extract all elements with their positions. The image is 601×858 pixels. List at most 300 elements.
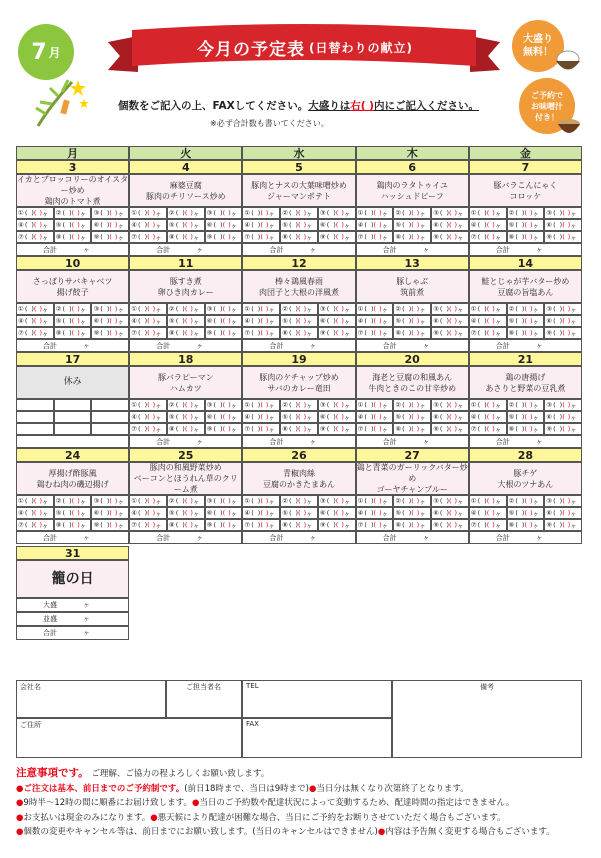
slot-open: ( xyxy=(402,497,405,505)
quantity-slot[interactable] xyxy=(356,411,394,423)
quantity-slot[interactable] xyxy=(91,315,129,327)
quantity-slot[interactable] xyxy=(356,303,394,315)
quantity-slot[interactable] xyxy=(242,399,280,411)
quantity-slot[interactable] xyxy=(54,207,92,219)
day-total[interactable] xyxy=(16,435,129,448)
quantity-slot[interactable] xyxy=(54,423,92,435)
day-total[interactable] xyxy=(129,435,242,448)
large-close: ) xyxy=(228,497,231,505)
slot-close: ) xyxy=(408,317,412,325)
quantity-slot[interactable] xyxy=(431,519,469,531)
day-total[interactable] xyxy=(242,531,355,544)
large-open: ( xyxy=(524,233,527,241)
quantity-slot[interactable] xyxy=(507,507,545,519)
quantity-slot[interactable] xyxy=(167,219,205,231)
slot-open: ( xyxy=(288,497,292,505)
quantity-slot[interactable] xyxy=(242,207,280,219)
quantity-slot[interactable] xyxy=(205,423,243,435)
quantity-slot[interactable] xyxy=(167,507,205,519)
day-total[interactable] xyxy=(242,243,355,256)
last-day-row[interactable] xyxy=(16,612,129,626)
quantity-slot[interactable] xyxy=(318,411,356,423)
quantity-slot[interactable] xyxy=(431,411,469,423)
quantity-slot[interactable] xyxy=(544,219,582,231)
quantity-slot[interactable] xyxy=(16,411,54,423)
quantity-slot[interactable] xyxy=(507,495,545,507)
quantity-slot[interactable] xyxy=(54,411,92,423)
slot-unit: ヶ xyxy=(79,209,87,218)
last-day-row[interactable] xyxy=(16,598,129,612)
quantity-slot[interactable] xyxy=(54,507,92,519)
slot-close: ) xyxy=(295,317,299,325)
slot-unit: ヶ xyxy=(532,233,540,242)
quantity-slot[interactable] xyxy=(167,315,205,327)
quantity-slot[interactable] xyxy=(167,327,205,339)
quantity-slot[interactable] xyxy=(242,507,280,519)
slot-open: ( xyxy=(100,521,103,529)
day-total[interactable] xyxy=(242,435,355,448)
quantity-slot[interactable] xyxy=(507,327,545,339)
menu-cell xyxy=(129,174,242,207)
quantity-slot[interactable] xyxy=(280,495,318,507)
quantity-slot[interactable] xyxy=(469,507,507,519)
slot-unit: ヶ xyxy=(155,413,162,422)
quantity-slot[interactable] xyxy=(129,303,167,315)
quantity-slot[interactable] xyxy=(205,207,243,219)
total-unit: ヶ xyxy=(422,533,430,542)
quantity-slot[interactable] xyxy=(54,327,92,339)
slot-number: ① xyxy=(470,209,477,217)
note-4a: 個数の変更やキャンセル等は、前日までにお願い致します。(当日のキャンセルはできません) xyxy=(23,827,378,837)
large-close: ) xyxy=(190,233,193,241)
day-total[interactable] xyxy=(16,531,129,544)
quantity-slot[interactable] xyxy=(167,495,205,507)
day-total[interactable] xyxy=(469,531,582,544)
quantity-slot[interactable] xyxy=(356,231,394,243)
quantity-slot[interactable] xyxy=(54,399,92,411)
quantity-slot[interactable] xyxy=(318,495,356,507)
quantity-slot[interactable] xyxy=(54,519,92,531)
day-total[interactable] xyxy=(242,339,355,352)
quantity-slot[interactable] xyxy=(242,219,280,231)
quantity-slot[interactable] xyxy=(129,507,167,519)
quantity-slot[interactable] xyxy=(205,399,243,411)
quantity-slot[interactable] xyxy=(167,207,205,219)
day-total[interactable] xyxy=(16,339,129,352)
slot-open: ( xyxy=(364,509,367,517)
quantity-slot[interactable] xyxy=(16,495,54,507)
last-day-row[interactable] xyxy=(16,626,129,640)
quantity-slot[interactable] xyxy=(393,303,431,315)
slot-close: ) xyxy=(257,305,261,313)
quantity-slot[interactable] xyxy=(205,303,243,315)
large-close: ) xyxy=(454,401,458,409)
quantity-slot[interactable] xyxy=(431,507,469,519)
slot-unit: ヶ xyxy=(268,329,275,338)
quantity-slot[interactable] xyxy=(507,315,545,327)
quantity-slot[interactable] xyxy=(469,231,507,243)
quantity-slot[interactable] xyxy=(129,315,167,327)
slot-unit: ヶ xyxy=(419,209,426,218)
quantity-slot[interactable] xyxy=(242,411,280,423)
slot-unit: ヶ xyxy=(381,317,389,326)
quantity-slot[interactable] xyxy=(544,423,582,435)
quantity-slot[interactable] xyxy=(54,303,92,315)
quantity-slot[interactable] xyxy=(431,327,469,339)
quantity-slot[interactable] xyxy=(205,327,243,339)
quantity-slot[interactable] xyxy=(507,519,545,531)
quantity-slot[interactable] xyxy=(507,207,545,219)
slot-number: ① xyxy=(18,497,24,505)
quantity-slot[interactable] xyxy=(129,411,167,423)
quantity-slot[interactable] xyxy=(469,327,507,339)
quantity-slot[interactable] xyxy=(167,399,205,411)
quantity-slot[interactable] xyxy=(129,519,167,531)
quantity-slot[interactable] xyxy=(356,399,394,411)
quantity-slot[interactable] xyxy=(393,315,431,327)
quantity-slot[interactable] xyxy=(544,231,582,243)
large-close: ) xyxy=(379,425,382,433)
large-close: ) xyxy=(454,413,458,421)
quantity-slot[interactable] xyxy=(469,315,507,327)
quantity-slot[interactable] xyxy=(280,207,318,219)
quantity-slot[interactable] xyxy=(91,207,129,219)
large-open: ( xyxy=(335,413,339,421)
slot-number: ③ xyxy=(206,401,213,409)
slot-number: ⑧ xyxy=(282,521,288,529)
quantity-slot[interactable] xyxy=(280,423,318,435)
menu-item: 豚肉のチリソース炒め xyxy=(145,191,226,201)
quantity-slot[interactable] xyxy=(280,231,318,243)
large-close: ) xyxy=(152,209,156,217)
quantity-slot[interactable] xyxy=(205,231,243,243)
slot-number: ⑦ xyxy=(357,521,364,529)
slot-open: ( xyxy=(24,497,28,505)
large-open: ( xyxy=(109,521,112,529)
note-3b: 悪天候により配達が困難な場合、当日にご予約をお断りさせていただく場合もございます。 xyxy=(157,812,506,823)
quantity-slot[interactable] xyxy=(205,507,243,519)
quantity-slot[interactable] xyxy=(318,315,356,327)
large-close: ) xyxy=(77,521,80,529)
slot-unit: ヶ xyxy=(79,233,87,242)
large-open: ( xyxy=(448,497,452,505)
quantity-slot[interactable] xyxy=(280,519,318,531)
quantity-slot[interactable] xyxy=(356,207,394,219)
quantity-slot[interactable] xyxy=(393,507,431,519)
quantity-slot[interactable] xyxy=(356,495,394,507)
quantity-slot[interactable] xyxy=(431,207,469,219)
quantity-slot[interactable] xyxy=(91,519,129,531)
large-open: ( xyxy=(524,521,527,529)
quantity-slot[interactable] xyxy=(205,411,243,423)
slot-number: ⑧ xyxy=(395,329,402,337)
quantity-slot[interactable] xyxy=(393,219,431,231)
remarks-field[interactable] xyxy=(392,680,582,758)
large-close: ) xyxy=(567,221,571,229)
quantity-slot[interactable] xyxy=(356,519,394,531)
slot-number: ④ xyxy=(357,317,364,325)
quantity-slot[interactable] xyxy=(507,423,545,435)
slot-number: ⑥ xyxy=(433,509,439,517)
day-total[interactable] xyxy=(469,339,582,352)
slot-number: ⑨ xyxy=(319,329,326,337)
quantity-slot[interactable] xyxy=(91,507,129,519)
quantity-slot[interactable] xyxy=(129,423,167,435)
quantity-slot[interactable] xyxy=(507,411,545,423)
slot-close: ) xyxy=(220,497,223,505)
quantity-slot[interactable] xyxy=(544,327,582,339)
quantity-slot[interactable] xyxy=(431,399,469,411)
tanabata-bamboo-icon xyxy=(32,76,90,128)
quantity-slot[interactable] xyxy=(91,231,129,243)
slot-unit: ヶ xyxy=(343,317,351,326)
quantity-slot[interactable] xyxy=(318,423,356,435)
quantity-slot[interactable] xyxy=(280,507,318,519)
quantity-slot[interactable] xyxy=(91,327,129,339)
quantity-slot[interactable] xyxy=(469,399,507,411)
quantity-slot[interactable] xyxy=(318,207,356,219)
quantity-slot[interactable] xyxy=(242,327,280,339)
quantity-slot[interactable] xyxy=(242,519,280,531)
quantity-slot[interactable] xyxy=(431,495,469,507)
day-total[interactable] xyxy=(356,435,469,448)
quantity-slot[interactable] xyxy=(469,303,507,315)
day-total[interactable] xyxy=(129,339,242,352)
large-open: ( xyxy=(109,209,112,217)
quantity-slot[interactable] xyxy=(469,495,507,507)
quantity-slot[interactable] xyxy=(544,315,582,327)
quantity-slot[interactable] xyxy=(318,219,356,231)
quantity-slot[interactable] xyxy=(16,231,54,243)
quantity-slot[interactable] xyxy=(280,303,318,315)
quantity-slot[interactable] xyxy=(16,303,54,315)
quantity-slot[interactable] xyxy=(544,519,582,531)
large-open: ( xyxy=(298,305,301,313)
slot-close: ) xyxy=(31,509,34,517)
quantity-slot[interactable] xyxy=(129,219,167,231)
quantity-slot[interactable] xyxy=(469,219,507,231)
quantity-slot[interactable] xyxy=(431,315,469,327)
quantity-slot[interactable] xyxy=(469,207,507,219)
menu-cell xyxy=(469,462,582,495)
fax-field[interactable] xyxy=(242,718,392,758)
large-close: ) xyxy=(228,209,231,217)
quantity-slot[interactable] xyxy=(16,219,54,231)
quantity-slot[interactable] xyxy=(91,219,129,231)
slot-close: ) xyxy=(106,497,110,505)
quantity-slot[interactable] xyxy=(16,507,54,519)
slot-number: ① xyxy=(244,305,251,313)
day-total[interactable] xyxy=(16,243,129,256)
day-total[interactable] xyxy=(356,339,469,352)
quantity-slot[interactable] xyxy=(242,495,280,507)
contact-field[interactable] xyxy=(166,680,242,718)
quantity-slot[interactable] xyxy=(469,411,507,423)
large-close: ) xyxy=(39,509,43,517)
slot-open: ( xyxy=(326,221,330,229)
slot-open: ( xyxy=(175,209,179,217)
slot-close: ) xyxy=(559,509,563,517)
quantity-slot[interactable] xyxy=(431,231,469,243)
slot-open: ( xyxy=(326,413,330,421)
quantity-slot[interactable] xyxy=(280,411,318,423)
quantity-slot[interactable] xyxy=(167,411,205,423)
quantity-slot[interactable] xyxy=(54,219,92,231)
quantity-slot[interactable] xyxy=(393,231,431,243)
tel-label: TEL xyxy=(246,682,259,690)
quantity-slot[interactable] xyxy=(393,411,431,423)
quantity-slot[interactable] xyxy=(91,423,129,435)
quantity-slot[interactable] xyxy=(129,231,167,243)
quantity-slot[interactable] xyxy=(393,327,431,339)
day-total[interactable] xyxy=(469,243,582,256)
day-total[interactable] xyxy=(129,243,242,256)
quantity-slot[interactable] xyxy=(318,303,356,315)
quantity-slot[interactable] xyxy=(129,399,167,411)
day-total[interactable] xyxy=(469,435,582,448)
quantity-slot[interactable] xyxy=(318,327,356,339)
quantity-slot[interactable] xyxy=(167,519,205,531)
quantity-slot[interactable] xyxy=(431,303,469,315)
quantity-slot[interactable] xyxy=(280,315,318,327)
menu-item: 筑前煮 xyxy=(400,287,425,297)
quantity-slot[interactable] xyxy=(129,495,167,507)
quantity-slot[interactable] xyxy=(280,327,318,339)
quantity-slot[interactable] xyxy=(167,231,205,243)
large-open: ( xyxy=(373,497,377,505)
quantity-slot[interactable] xyxy=(544,207,582,219)
quantity-slot[interactable] xyxy=(91,303,129,315)
quantity-slot[interactable] xyxy=(507,399,545,411)
quantity-slot[interactable] xyxy=(356,327,394,339)
quantity-slot[interactable] xyxy=(54,495,92,507)
quantity-slot[interactable] xyxy=(91,411,129,423)
day-total[interactable] xyxy=(356,531,469,544)
quantity-slot[interactable] xyxy=(16,207,54,219)
quantity-slot[interactable] xyxy=(544,411,582,423)
quantity-slot[interactable] xyxy=(356,507,394,519)
large-open: ( xyxy=(71,209,75,217)
slot-close: ) xyxy=(31,521,34,529)
quantity-slot[interactable] xyxy=(280,399,318,411)
quantity-slot[interactable] xyxy=(242,231,280,243)
day-total[interactable] xyxy=(356,243,469,256)
quantity-slot[interactable] xyxy=(431,219,469,231)
slot-number: ⑥ xyxy=(546,317,553,325)
quantity-slot[interactable] xyxy=(91,495,129,507)
quantity-slot[interactable] xyxy=(205,315,243,327)
quantity-slot[interactable] xyxy=(507,231,545,243)
quantity-slot[interactable] xyxy=(205,495,243,507)
slot-unit: ヶ xyxy=(532,401,540,410)
slot-close: ) xyxy=(370,209,374,217)
slot-unit: ヶ xyxy=(117,209,124,218)
quantity-slot[interactable] xyxy=(431,423,469,435)
large-open: ( xyxy=(373,305,377,313)
quantity-slot[interactable] xyxy=(205,219,243,231)
large-open: ( xyxy=(33,521,37,529)
quantity-slot[interactable] xyxy=(507,303,545,315)
slot-unit: ヶ xyxy=(155,509,162,518)
quantity-slot[interactable] xyxy=(393,399,431,411)
slot-unit: ヶ xyxy=(306,413,313,422)
slot-close: ) xyxy=(220,401,223,409)
quantity-slot[interactable] xyxy=(318,507,356,519)
quantity-slot[interactable] xyxy=(16,315,54,327)
quantity-slot[interactable] xyxy=(205,519,243,531)
company-field[interactable] xyxy=(16,680,166,718)
quantity-slot[interactable] xyxy=(318,519,356,531)
slot-number: ⑨ xyxy=(433,521,439,529)
slot-open: ( xyxy=(175,509,179,517)
quantity-slot[interactable] xyxy=(469,519,507,531)
quantity-slot[interactable] xyxy=(54,315,92,327)
quantity-slot[interactable] xyxy=(242,303,280,315)
quantity-slot[interactable] xyxy=(356,423,394,435)
slot-number: ② xyxy=(168,497,175,505)
slot-open: ( xyxy=(175,233,179,241)
quantity-slot[interactable] xyxy=(280,219,318,231)
quantity-slot[interactable] xyxy=(16,519,54,531)
quantity-slot[interactable] xyxy=(318,399,356,411)
quantity-slot[interactable] xyxy=(507,219,545,231)
menu-cell xyxy=(469,366,582,399)
quantity-slot[interactable] xyxy=(393,207,431,219)
quantity-slot[interactable] xyxy=(167,423,205,435)
slot-unit: ヶ xyxy=(42,317,49,326)
large-open: ( xyxy=(298,329,301,337)
quantity-slot[interactable] xyxy=(242,315,280,327)
quantity-slot[interactable] xyxy=(393,495,431,507)
slot-close: ) xyxy=(521,401,525,409)
quantity-slot[interactable] xyxy=(91,399,129,411)
large-close: ) xyxy=(265,317,269,325)
quantity-slot[interactable] xyxy=(393,423,431,435)
slot-number: ③ xyxy=(546,305,553,313)
slot-open: ( xyxy=(251,521,254,529)
quantity-slot[interactable] xyxy=(544,303,582,315)
day-total[interactable] xyxy=(129,531,242,544)
quantity-slot[interactable] xyxy=(16,327,54,339)
quantity-slot[interactable] xyxy=(469,423,507,435)
date-header: 25 xyxy=(129,448,242,462)
quantity-slot[interactable] xyxy=(54,231,92,243)
quantity-slot[interactable] xyxy=(544,399,582,411)
slot-open: ( xyxy=(477,521,481,529)
slot-number: ⑥ xyxy=(93,509,100,517)
quantity-slot[interactable] xyxy=(544,495,582,507)
tel-field[interactable] xyxy=(242,680,392,718)
large-open: ( xyxy=(147,329,150,337)
quantity-slot[interactable] xyxy=(129,327,167,339)
slot-open: ( xyxy=(138,305,141,313)
slot-unit: ヶ xyxy=(419,329,426,338)
quantity-slot[interactable] xyxy=(318,231,356,243)
quantity-slot[interactable] xyxy=(356,219,394,231)
slot-close: ) xyxy=(31,209,34,217)
quantity-slot[interactable] xyxy=(356,315,394,327)
quantity-slot[interactable] xyxy=(16,423,54,435)
large-close: ) xyxy=(454,209,458,217)
address-field[interactable] xyxy=(16,718,242,758)
quantity-slot[interactable] xyxy=(16,399,54,411)
row-unit: ヶ xyxy=(83,601,90,609)
quantity-slot[interactable] xyxy=(393,519,431,531)
quantity-slot[interactable] xyxy=(544,507,582,519)
quantity-slot[interactable] xyxy=(242,423,280,435)
quantity-slot[interactable] xyxy=(167,303,205,315)
quantity-slot[interactable] xyxy=(129,207,167,219)
